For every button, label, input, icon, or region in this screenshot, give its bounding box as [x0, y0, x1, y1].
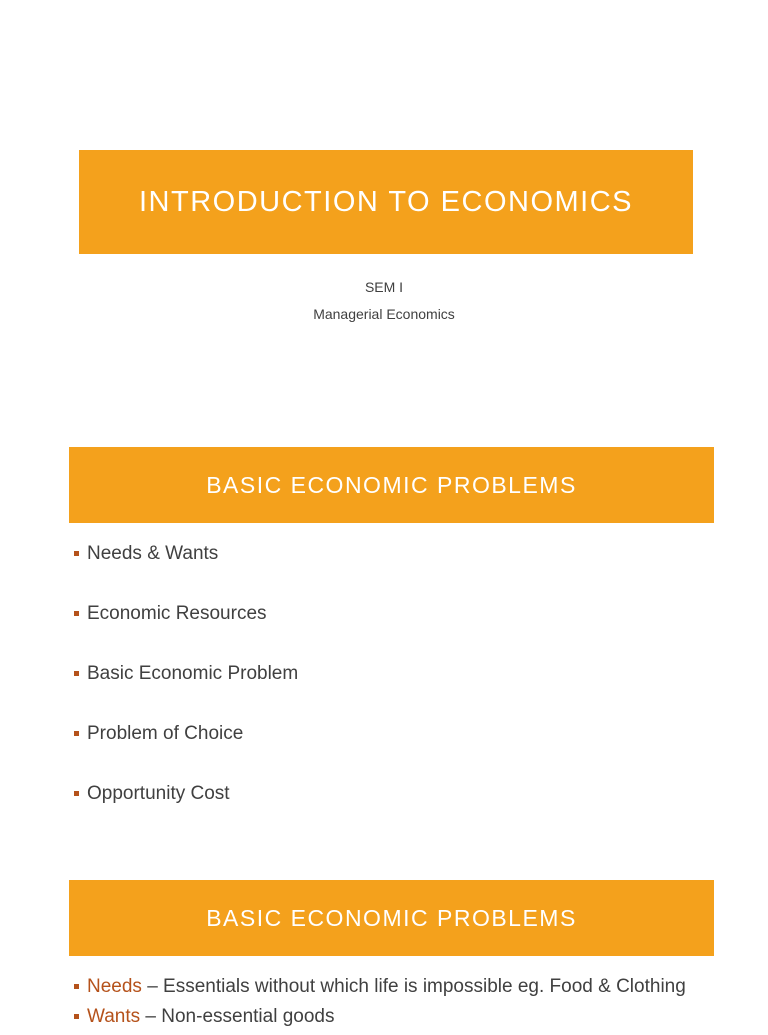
list-item	[74, 542, 298, 602]
definition-term: Wants	[87, 1006, 141, 1027]
list-item-label: Economic Resources	[87, 603, 267, 624]
subtitle-semester: SEM I	[364, 279, 404, 295]
bullet-square-icon	[74, 611, 79, 616]
section-header-banner	[69, 880, 714, 956]
definition-term: Needs	[87, 976, 142, 997]
definition-text: – Essentials without which life is impossible eg. Food & Clothing	[141, 976, 686, 997]
bullet-square-icon	[74, 551, 79, 556]
list-item-label: Basic Economic Problem	[87, 663, 299, 684]
section-header-banner	[69, 447, 714, 523]
list-item	[74, 975, 686, 1005]
list-item	[74, 722, 298, 782]
list-item-label: Problem of Choice	[87, 723, 244, 744]
bullet-square-icon	[74, 731, 79, 736]
title-banner	[79, 150, 693, 254]
list-item	[74, 782, 298, 842]
bullet-square-icon	[74, 671, 79, 676]
list-item	[74, 1005, 686, 1035]
bullet-square-icon	[74, 791, 79, 796]
definition-text: – Non-essential goods	[140, 1006, 335, 1027]
subtitle-course: Managerial Economics	[313, 306, 455, 322]
list-item-label: Needs & Wants	[87, 543, 219, 564]
list-item	[74, 662, 298, 722]
section-header-title: BASIC ECONOMIC PROBLEMS	[206, 471, 577, 498]
list-item	[74, 602, 298, 662]
slide-title: INTRODUCTION TO ECONOMICS	[139, 185, 633, 218]
bullet-square-icon	[74, 1014, 79, 1019]
section-header-title: BASIC ECONOMIC PROBLEMS	[206, 904, 577, 931]
bullet-square-icon	[74, 984, 79, 989]
definitions-list	[74, 975, 686, 1035]
list-item-label: Opportunity Cost	[87, 783, 230, 804]
topics-list	[74, 542, 298, 842]
